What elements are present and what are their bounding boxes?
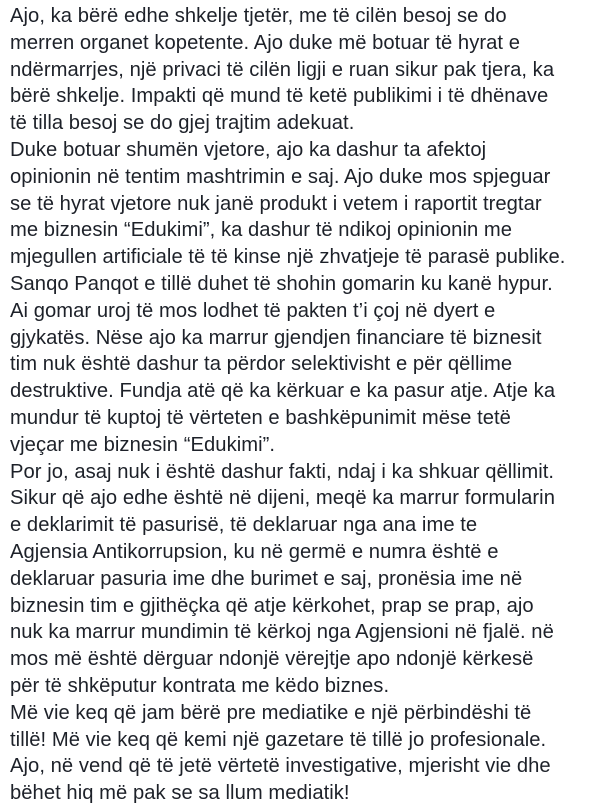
text-line: deklaruar pasuria ime dhe burimet e saj, pronësia ime në <box>10 567 523 590</box>
text-line: Sikur që ajo edhe është në dijeni, meqë ka marrur formularin <box>10 487 555 510</box>
text-line: se të hyrat vjetore nuk janë produkt i vetem i raportit tregtar <box>10 192 542 215</box>
text-line: e deklarimit të pasurisë, të deklaruar nga ana ime te <box>10 514 478 537</box>
text-line: bërë shkelje. Impakti që mund të ketë publikimi i të dhënave <box>10 85 549 108</box>
text-line: Por jo, asaj nuk i është dashur fakti, ndaj i ka shkuar qëllimit. <box>10 460 555 483</box>
text-line: destruktive. Fundja atë që ka kërkuar e ka pasur atje. Atje ka <box>10 380 556 403</box>
text-line: Më vie keq që jam bërë pre mediatike e një përbindëshi të <box>10 701 532 724</box>
text-line: vjeçar me biznesin “Edukimi”. <box>10 433 276 456</box>
text-line: mjegullen artificiale të të kinse një zhvatjeje të parasë publike. <box>10 246 566 269</box>
text-line: tillë! Më vie keq që kemi një gazetare të tillë jo profesionale. <box>10 728 547 751</box>
text-line: Ai gomar uroj të mos lodhet të pakten t’i çoj në dyert e <box>10 299 496 322</box>
text-line: Ajo, ka bërë edhe shkelje tjetër, me të cilën besoj se do <box>10 5 507 27</box>
text-line: nuk ka marrur mundimin të kërkoj nga Agjensioni në fjalë. në <box>10 621 554 644</box>
text-line: gjykatës. Nëse ajo ka marrur gjendjen financiare të biznesit <box>10 326 542 349</box>
text-line: biznesin tim e gjithëçka që atje kërkohet, prap se prap, ajo <box>10 594 534 617</box>
text-line: me biznesin “Edukimi”, ka dashur të ndikoj opinionin me <box>10 219 513 242</box>
text-line: mos më është dërguar ndonjë vërejtje apo ndonjë kërkesë <box>10 648 534 671</box>
text-line: Duke botuar shumën vjetore, ajo ka dashur ta afektoj <box>10 138 487 161</box>
text-line: merren organet kopetente. Ajo duke më botuar të hyrat e <box>10 31 520 54</box>
text-line: bëhet hiq më pak se sa llum mediatik! <box>10 782 350 805</box>
text-line: mundur të kuptoj të vërteten e bashkëpunimit mëse tetë <box>10 406 511 429</box>
text-line: opinionin në tentim mashtrimin e saj. Ajo duke mos spjeguar <box>10 165 551 188</box>
text-line: Ajo, në vend që të jetë vërtetë investigative, mjerisht vie dhe <box>10 755 551 778</box>
text-line: për të shkëputur kontrata me këdo biznes. <box>10 674 390 697</box>
text-line: Agjensia Antikorrupsion, ku në germë e numra është e <box>10 540 499 563</box>
text-line: të tilla besoj se do gjej trajtim adekuat. <box>10 112 355 135</box>
post-body-text <box>10 3 596 807</box>
text-line: tim nuk është dashur ta përdor selektivisht e për qëllime <box>10 353 513 376</box>
text-line: Sanqo Panqot e tillë duhet të shohin gomarin ku kanë hypur. <box>10 272 553 295</box>
text-line: ndërmarrjes, një privaci të cilën ligji e ruan sikur pak tjera, ka <box>10 58 555 81</box>
